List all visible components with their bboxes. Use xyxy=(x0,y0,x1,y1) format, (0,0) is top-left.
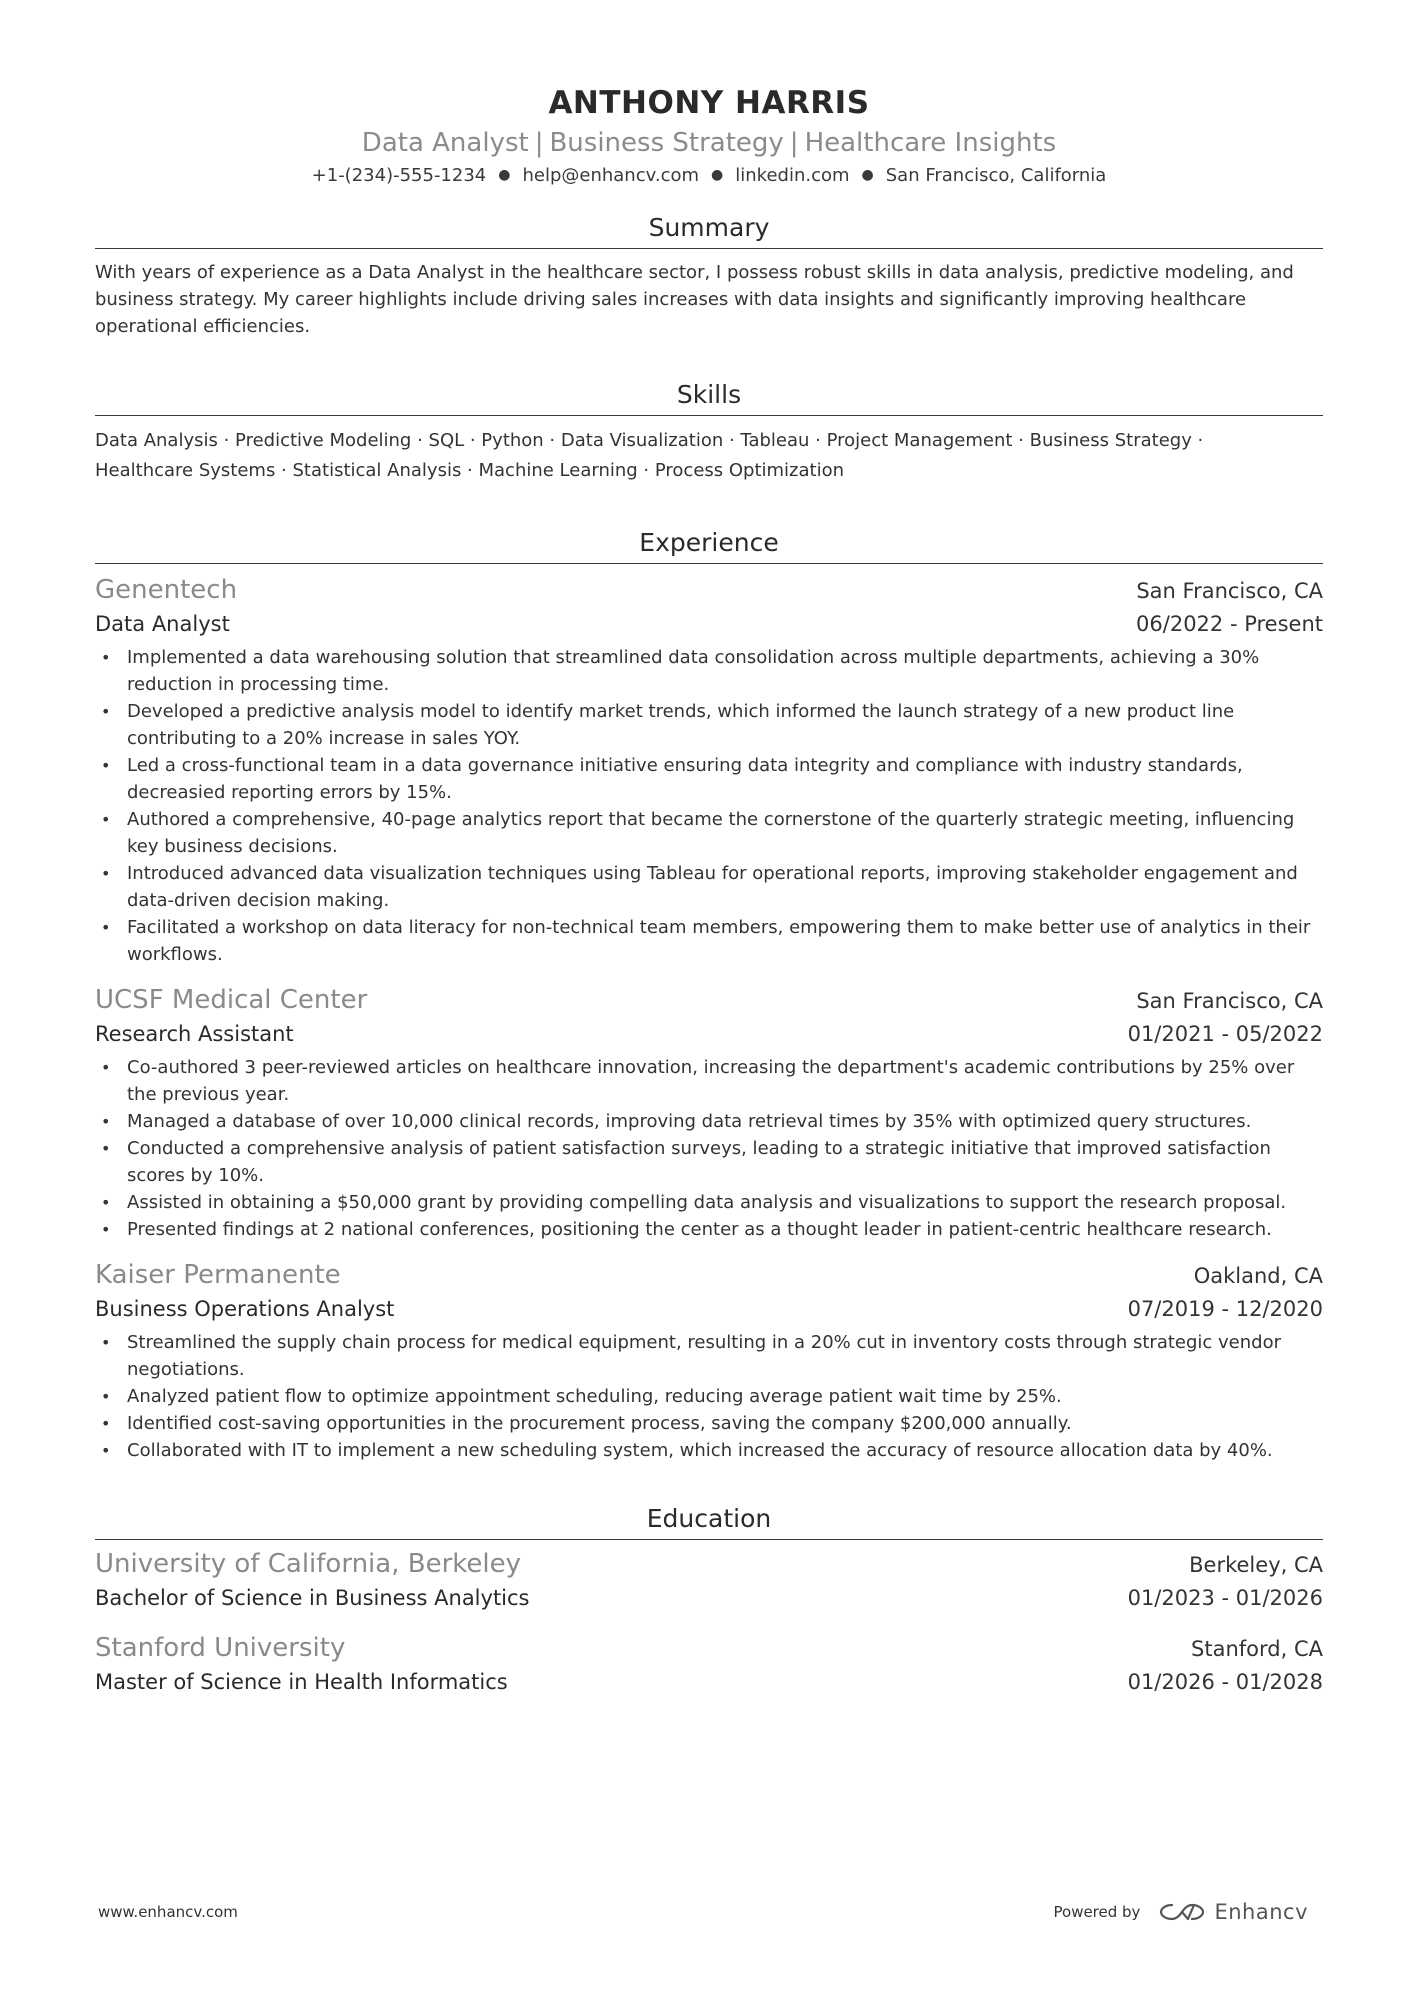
school-name: Stanford University xyxy=(95,1633,346,1663)
achievement-item: • Developed a predictive analysis model to identify market trends, which informed the launch strategy of a new product line contributing to a 20% increase in sales YOY. xyxy=(95,698,1323,752)
company-name: Kaiser Permanente xyxy=(95,1260,341,1290)
experience-entry xyxy=(95,1257,1323,1464)
headline-item: Data Analyst xyxy=(361,128,529,158)
job-dates: 06/2022 - Present xyxy=(1136,612,1323,636)
contact-info xyxy=(95,162,1323,191)
page-footer xyxy=(98,1900,1308,1924)
job-title: Data Analyst xyxy=(95,612,230,636)
school-location: Berkeley, CA xyxy=(1189,1553,1323,1577)
company-name: UCSF Medical Center xyxy=(95,985,368,1015)
job-location: San Francisco, CA xyxy=(1136,579,1323,603)
education-section xyxy=(95,1502,1323,1698)
school-name: University of California, Berkeley xyxy=(95,1549,521,1579)
education-title: Education xyxy=(95,1502,1323,1540)
achievement-item: • Assisted in obtaining a $50,000 grant by providing compelling data analysis and visualizations to support the research proposal. xyxy=(95,1189,1323,1216)
education-entry xyxy=(95,1546,1323,1614)
resume-page xyxy=(95,80,1323,1698)
candidate-name: ANTHONY HARRIS xyxy=(548,85,870,121)
enhancv-logo-icon xyxy=(1158,1900,1206,1924)
achievement-item: • Co-authored 3 peer-reviewed articles on healthcare innovation, increasing the department's academic contributions by 25% over the previous year. xyxy=(95,1054,1323,1108)
phone[interactable]: +1-(234)-555-1234 xyxy=(311,165,487,186)
skills-line: Data Analysis · Predictive Modeling · SQL · Python · Data Visualization · Tableau · Project Management · Business Strategy · xyxy=(95,430,1204,451)
achievement-item: • Introduced advanced data visualization techniques using Tableau for operational reports, improving stakeholder engagement and data-driven decision making. xyxy=(95,860,1323,914)
company-name: Genentech xyxy=(95,575,238,605)
degree: Master of Science in Health Informatics xyxy=(95,1670,508,1694)
headline xyxy=(95,126,1323,160)
skills-line: Healthcare Systems · Statistical Analysis · Machine Learning · Process Optimization xyxy=(95,460,845,481)
education-dates: 01/2023 - 01/2026 xyxy=(1127,1586,1323,1610)
achievement-item: • Conducted a comprehensive analysis of patient satisfaction surveys, leading to a strategic initiative that improved satisfaction scores by 10%. xyxy=(95,1135,1323,1189)
skills-section xyxy=(95,378,1323,486)
achievement-item: • Analyzed patient flow to optimize appointment scheduling, reducing average patient wait time by 25%. xyxy=(95,1383,1323,1410)
headline-separator: | xyxy=(534,128,544,158)
experience-title: Experience xyxy=(95,526,1323,564)
experience-entry xyxy=(95,572,1323,968)
footer-website-link[interactable]: www.enhancv.com xyxy=(98,1903,238,1921)
achievement-item: • Managed a database of over 10,000 clinical records, improving data retrieval times by 35% with optimized query structures. xyxy=(95,1108,1323,1135)
contact-separator: ● xyxy=(498,167,511,183)
job-dates: 01/2021 - 05/2022 xyxy=(1127,1022,1323,1046)
achievement-item: • Collaborated with IT to implement a new scheduling system, which increased the accuracy of resource allocation data by 40%. xyxy=(95,1437,1323,1464)
email[interactable]: help@enhancv.com xyxy=(522,165,700,186)
experience-entry xyxy=(95,982,1323,1243)
education-dates: 01/2026 - 01/2028 xyxy=(1127,1670,1323,1694)
headline-item: Healthcare Insights xyxy=(804,128,1057,158)
school-location: Stanford, CA xyxy=(1191,1637,1323,1661)
achievement-list xyxy=(95,644,1323,968)
job-location: Oakland, CA xyxy=(1193,1264,1323,1288)
education-entry xyxy=(95,1630,1323,1698)
enhancv-logo[interactable] xyxy=(1158,1900,1308,1924)
achievement-item: • Led a cross-functional team in a data governance initiative ensuring data integrity and compliance with industry standards, decreasied reporting errors by 15%. xyxy=(95,752,1323,806)
footer-branding xyxy=(1054,1900,1309,1924)
summary-title: Summary xyxy=(95,211,1323,249)
degree: Bachelor of Science in Business Analytics xyxy=(95,1586,530,1610)
achievement-item: • Authored a comprehensive, 40-page analytics report that became the cornerstone of the quarterly strategic meeting, influencing key business decisions. xyxy=(95,806,1323,860)
job-location: San Francisco, CA xyxy=(1136,989,1323,1013)
summary-section xyxy=(95,211,1323,340)
achievement-item: • Streamlined the supply chain process for medical equipment, resulting in a 20% cut in inventory costs through strategic vendor negotiations. xyxy=(95,1329,1323,1383)
headline-separator: | xyxy=(789,128,799,158)
job-title: Business Operations Analyst xyxy=(95,1297,395,1321)
achievement-item: • Facilitated a workshop on data literacy for non-technical team members, empowering them to make better use of analytics in their workflows. xyxy=(95,914,1323,968)
achievement-item: • Identified cost-saving opportunities in the procurement process, saving the company $200,000 annually. xyxy=(95,1410,1323,1437)
contact-separator: ● xyxy=(861,167,874,183)
headline-item: Business Strategy xyxy=(549,128,784,158)
resume-header xyxy=(95,80,1323,191)
achievement-list xyxy=(95,1054,1323,1243)
achievement-item: • Presented findings at 2 national conferences, positioning the center as a thought leader in patient-centric healthcare research. xyxy=(95,1216,1323,1243)
summary-text: With years of experience as a Data Analyst in the healthcare sector, I possess robust skills in data analysis, predictive modeling, and business strategy. My career highlights include driving sales increases with data insights and significantly improving healthcare operational efficiencies. xyxy=(95,262,1294,337)
skills-list xyxy=(95,426,1323,486)
experience-section xyxy=(95,526,1323,1464)
achievement-list xyxy=(95,1329,1323,1464)
linkedin[interactable]: linkedin.com xyxy=(735,165,850,186)
powered-by-label: Powered by xyxy=(1053,1903,1141,1921)
achievement-item: • Implemented a data warehousing solution that streamlined data consolidation across multiple departments, achieving a 30% reduction in processing time. xyxy=(95,644,1323,698)
job-dates: 07/2019 - 12/2020 xyxy=(1127,1297,1323,1321)
location: San Francisco, California xyxy=(885,165,1107,186)
contact-separator: ● xyxy=(711,167,724,183)
skills-title: Skills xyxy=(95,378,1323,416)
job-title: Research Assistant xyxy=(95,1022,294,1046)
enhancv-logo-text: Enhancv xyxy=(1214,1900,1308,1924)
